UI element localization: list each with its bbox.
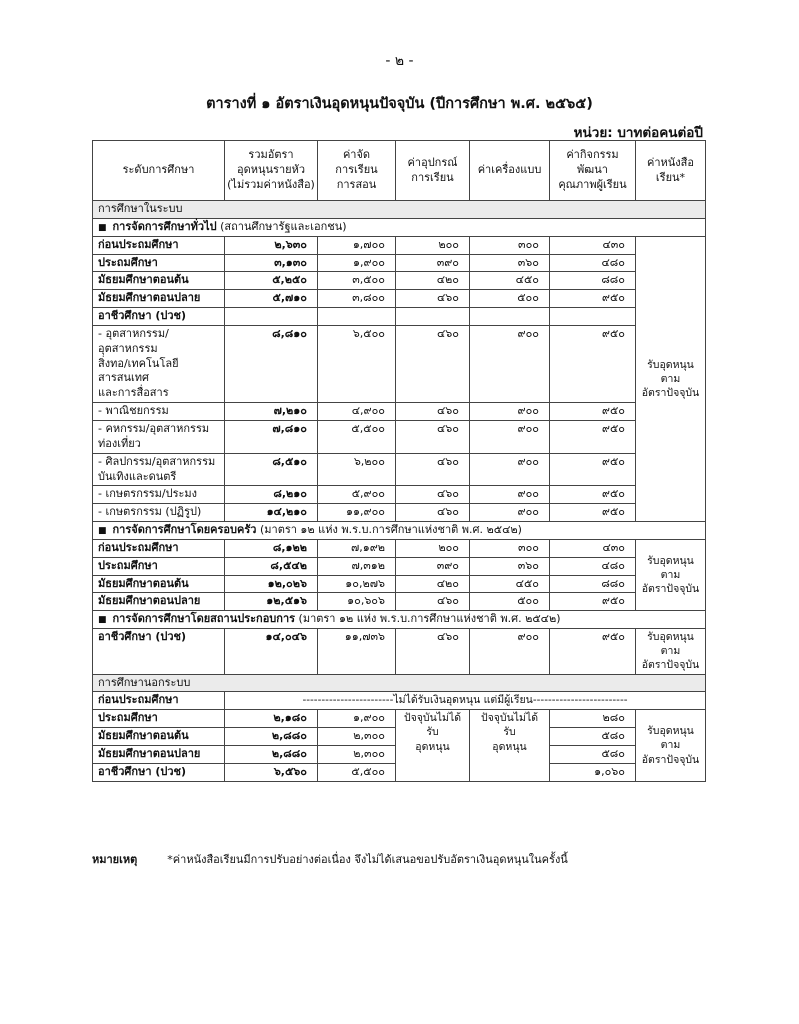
cell-tuition: ๑๑,๙๐๐ bbox=[318, 504, 396, 522]
col-equipment-header: ค่าอุปกรณ์ การเรียน bbox=[396, 141, 470, 201]
empty-cell bbox=[318, 308, 396, 326]
cell-uniform: ๙๐๐ bbox=[470, 325, 550, 402]
cell-tuition: ๕,๙๐๐ bbox=[318, 486, 396, 504]
cell-tuition: ๖,๒๐๐ bbox=[318, 453, 396, 486]
cell-activity: ๘๘๐ bbox=[550, 272, 636, 290]
cell-equipment: ๔๒๐ bbox=[396, 575, 470, 593]
col-level-header: ระดับการศึกษา bbox=[93, 141, 225, 201]
row-label: มัธยมศึกษาตอนปลาย bbox=[93, 593, 225, 611]
cell-equipment: ๔๖๐ bbox=[396, 420, 470, 453]
empty-cell bbox=[550, 308, 636, 326]
row-label: อาชีวศึกษา (ปวช) bbox=[93, 763, 225, 781]
cell-uniform: ๓๐๐ bbox=[470, 539, 550, 557]
cell-tuition: ๑,๙๐๐ bbox=[318, 254, 396, 272]
cell-tuition: ๕,๕๐๐ bbox=[318, 763, 396, 781]
nonformal-education-header: การศึกษานอกระบบ bbox=[93, 674, 706, 692]
books-note-general: รับอุดหนุนตาม อัตราปัจจุบัน bbox=[636, 236, 706, 521]
cell-tuition: ๑๑,๗๓๖ bbox=[318, 629, 396, 675]
row-label: มัธยมศึกษาตอนต้น bbox=[93, 272, 225, 290]
cell-total: ๘,๒๑๐ bbox=[225, 486, 318, 504]
cell-activity: ๔๘๐ bbox=[550, 254, 636, 272]
cell-total: ๘,๘๑๐ bbox=[225, 325, 318, 402]
footnote-text: *ค่าหนังสือเรียนมีการปรับอย่างต่อเนื่อง จึงไม่ได้เสนอขอปรับอัตราเงินอุดหนุนในครั้งนี้ bbox=[167, 853, 568, 866]
subsection-row bbox=[93, 611, 706, 629]
cell-equipment: ๔๖๐ bbox=[396, 453, 470, 486]
empty-cell bbox=[225, 308, 318, 326]
row-label: - เกษตรกรรม/ประมง bbox=[93, 486, 225, 504]
table-row bbox=[93, 420, 706, 453]
cell-total: ๗,๘๑๐ bbox=[225, 420, 318, 453]
cell-tuition: ๕,๕๐๐ bbox=[318, 420, 396, 453]
cell-total: ๑๒,๐๒๖ bbox=[225, 575, 318, 593]
cell-activity: ๙๕๐ bbox=[550, 453, 636, 486]
row-label: มัธยมศึกษาตอนต้น bbox=[93, 575, 225, 593]
cell-uniform: ๔๕๐ bbox=[470, 272, 550, 290]
table-row bbox=[93, 272, 706, 290]
cell-total: ๗,๒๑๐ bbox=[225, 403, 318, 421]
cell-equipment: ๒๐๐ bbox=[396, 539, 470, 557]
cell-equipment: ๔๒๐ bbox=[396, 272, 470, 290]
cell-total: ๘,๕๑๐ bbox=[225, 453, 318, 486]
table-row bbox=[93, 539, 706, 557]
row-label: - ศิลปกรรม/อุตสาหกรรม บันเทิงและดนตรี bbox=[93, 453, 225, 486]
col-books-header: ค่าหนังสือ เรียน* bbox=[636, 141, 706, 201]
col-uniform-header: ค่าเครื่องแบบ bbox=[470, 141, 550, 201]
row-label: อาชีวศึกษา (ปวช) bbox=[93, 629, 225, 675]
table-header-row bbox=[93, 141, 706, 201]
page-number: - ๒ - bbox=[385, 53, 414, 69]
cell-activity: ๘๘๐ bbox=[550, 575, 636, 593]
row-label: ก่อนประถมศึกษา bbox=[93, 539, 225, 557]
cell-equipment: ๔๖๐ bbox=[396, 290, 470, 308]
cell-equipment: ๔๖๐ bbox=[396, 486, 470, 504]
enterprise-subsection-header: ■ การจัดการศึกษาโดยสถานประกอบการ (มาตรา ๑๒ แห่ง พ.ร.บ.การศึกษาแห่งชาติ พ.ศ. ๒๕๔๒) bbox=[93, 611, 706, 629]
row-label: ก่อนประถมศึกษา bbox=[93, 692, 225, 710]
table-row bbox=[93, 308, 706, 326]
cell-uniform: ๙๐๐ bbox=[470, 504, 550, 522]
cell-total: ๑๒,๕๑๖ bbox=[225, 593, 318, 611]
cell-total: ๕,๒๕๐ bbox=[225, 272, 318, 290]
cell-tuition: ๗,๓๑๒ bbox=[318, 557, 396, 575]
cell-equipment: ๔๖๐ bbox=[396, 629, 470, 675]
cell-tuition: ๑๐,๒๗๖ bbox=[318, 575, 396, 593]
row-label: - เกษตรกรรม (ปฏิรูป) bbox=[93, 504, 225, 522]
table-row bbox=[93, 557, 706, 575]
cell-total: ๖,๕๖๐ bbox=[225, 763, 318, 781]
cell-activity: ๒๘๐ bbox=[550, 710, 636, 728]
cell-activity: ๙๕๐ bbox=[550, 504, 636, 522]
row-label: มัธยมศึกษาตอนปลาย bbox=[93, 745, 225, 763]
col-tuition-header: ค่าจัด การเรียน การสอน bbox=[318, 141, 396, 201]
subsection-row bbox=[93, 218, 706, 236]
cell-tuition: ๓,๕๐๐ bbox=[318, 272, 396, 290]
subsection-row bbox=[93, 522, 706, 540]
cell-tuition: ๗,๑๙๒ bbox=[318, 539, 396, 557]
cell-activity: ๙๕๐ bbox=[550, 290, 636, 308]
cell-uniform: ๙๐๐ bbox=[470, 420, 550, 453]
table-row bbox=[93, 692, 706, 710]
cell-activity: ๙๕๐ bbox=[550, 486, 636, 504]
cell-activity: ๙๕๐ bbox=[550, 629, 636, 675]
row-label: - อุตสาหกรรม/อุตสาหกรรม สิ่งทอ/เทคโนโลยีสารสนเทศ และการสื่อสาร bbox=[93, 325, 225, 402]
table-row bbox=[93, 486, 706, 504]
table-row bbox=[93, 593, 706, 611]
table-row bbox=[93, 254, 706, 272]
table-row bbox=[93, 325, 706, 402]
cell-total: ๘,๕๔๒ bbox=[225, 557, 318, 575]
family-subsection-header: ■ การจัดการศึกษาโดยครอบครัว (มาตรา ๑๒ แห่ง พ.ร.บ.การศึกษาแห่งชาติ พ.ศ. ๒๕๔๒) bbox=[93, 522, 706, 540]
col-activity-header: ค่ากิจกรรม พัฒนา คุณภาพผู้เรียน bbox=[550, 141, 636, 201]
cell-activity: ๔๓๐ bbox=[550, 236, 636, 254]
table-row bbox=[93, 710, 706, 728]
cell-total: ๓,๑๓๐ bbox=[225, 254, 318, 272]
books-note-enterprise: รับอุดหนุนตาม อัตราปัจจุบัน bbox=[636, 629, 706, 675]
table-row bbox=[93, 403, 706, 421]
cell-equipment: ๔๖๐ bbox=[396, 325, 470, 402]
cell-equipment: ๓๙๐ bbox=[396, 254, 470, 272]
row-label: ประถมศึกษา bbox=[93, 710, 225, 728]
cell-uniform: ๙๐๐ bbox=[470, 453, 550, 486]
table-row bbox=[93, 290, 706, 308]
cell-activity: ๙๕๐ bbox=[550, 593, 636, 611]
section-row bbox=[93, 201, 706, 219]
row-label: - พาณิชยกรรม bbox=[93, 403, 225, 421]
row-label: - คหกรรม/อุตสาหกรรม ท่องเที่ยว bbox=[93, 420, 225, 453]
general-subsection-header: ■ การจัดการศึกษาทั่วไป (สถานศึกษารัฐและเอกชน) bbox=[93, 218, 706, 236]
empty-cell bbox=[396, 308, 470, 326]
bullet-icon: ■ bbox=[98, 526, 107, 537]
cell-uniform: ๔๕๐ bbox=[470, 575, 550, 593]
cell-activity: ๕๘๐ bbox=[550, 745, 636, 763]
books-note-family: รับอุดหนุนตาม อัตราปัจจุบัน bbox=[636, 539, 706, 610]
cell-uniform: ๓๐๐ bbox=[470, 236, 550, 254]
formal-education-header: การศึกษาในระบบ bbox=[93, 201, 706, 219]
table-row bbox=[93, 575, 706, 593]
cell-activity: ๑,๐๖๐ bbox=[550, 763, 636, 781]
cell-total: ๒,๘๘๐ bbox=[225, 728, 318, 746]
cell-equipment: ๔๖๐ bbox=[396, 593, 470, 611]
col-total-header: รวมอัตรา อุดหนุนรายหัว (ไม่รวมค่าหนังสือ) bbox=[225, 141, 318, 201]
cell-activity: ๔๓๐ bbox=[550, 539, 636, 557]
cell-tuition: ๒,๓๐๐ bbox=[318, 728, 396, 746]
table-row bbox=[93, 453, 706, 486]
cell-uniform: ๕๐๐ bbox=[470, 593, 550, 611]
cell-equipment: ๔๖๐ bbox=[396, 403, 470, 421]
cell-uniform: ๙๐๐ bbox=[470, 403, 550, 421]
cell-activity: ๙๕๐ bbox=[550, 403, 636, 421]
cell-tuition: ๑,๙๐๐ bbox=[318, 710, 396, 728]
row-label: ประถมศึกษา bbox=[93, 254, 225, 272]
table-row bbox=[93, 629, 706, 675]
cell-tuition: ๖,๕๐๐ bbox=[318, 325, 396, 402]
cell-equipment: ๔๖๐ bbox=[396, 504, 470, 522]
cell-total: ๘,๑๒๒ bbox=[225, 539, 318, 557]
cell-total: ๑๔,๐๔๖ bbox=[225, 629, 318, 675]
vocational-header: อาชีวศึกษา (ปวช) bbox=[93, 308, 225, 326]
cell-total: ๒,๘๘๐ bbox=[225, 745, 318, 763]
empty-cell bbox=[470, 308, 550, 326]
cell-tuition: ๑๐,๖๐๖ bbox=[318, 593, 396, 611]
cell-activity: ๕๘๐ bbox=[550, 728, 636, 746]
cell-total: ๕,๗๑๐ bbox=[225, 290, 318, 308]
cell-uniform: ๙๐๐ bbox=[470, 486, 550, 504]
cell-uniform: ๓๖๐ bbox=[470, 557, 550, 575]
row-label: ก่อนประถมศึกษา bbox=[93, 236, 225, 254]
table-title: ตารางที่ ๑ อัตราเงินอุดหนุนปัจจุบัน (ปีการศึกษา พ.ศ. ๒๕๖๕) bbox=[206, 96, 593, 112]
cell-tuition: ๔,๙๐๐ bbox=[318, 403, 396, 421]
cell-uniform: ๙๐๐ bbox=[470, 629, 550, 675]
subsidy-table bbox=[92, 140, 706, 782]
table-row bbox=[93, 504, 706, 522]
cell-uniform: ๓๖๐ bbox=[470, 254, 550, 272]
cell-tuition: ๒,๓๐๐ bbox=[318, 745, 396, 763]
row-label: มัธยมศึกษาตอนปลาย bbox=[93, 290, 225, 308]
equipment-no-subsidy-note: ปัจจุบันไม่ได้รับ อุดหนุน bbox=[396, 710, 470, 781]
cell-total: ๒,๑๘๐ bbox=[225, 710, 318, 728]
cell-activity: ๙๕๐ bbox=[550, 420, 636, 453]
footnote-label: หมายเหตุ bbox=[92, 853, 138, 866]
cell-activity: ๔๘๐ bbox=[550, 557, 636, 575]
cell-tuition: ๓,๘๐๐ bbox=[318, 290, 396, 308]
unit-label: หน่วย: บาทต่อคนต่อปี bbox=[573, 125, 703, 141]
uniform-no-subsidy-note: ปัจจุบันไม่ได้รับ อุดหนุน bbox=[470, 710, 550, 781]
footnote bbox=[92, 850, 568, 868]
cell-uniform: ๕๐๐ bbox=[470, 290, 550, 308]
cell-total: ๑๔,๒๑๐ bbox=[225, 504, 318, 522]
no-subsidy-note: ------------------------ไม่ได้รับเงินอุดหนุน แต่มีผู้เรียน------------------------- bbox=[225, 692, 706, 710]
cell-equipment: ๒๐๐ bbox=[396, 236, 470, 254]
books-note-nonformal: รับอุดหนุนตาม อัตราปัจจุบัน bbox=[636, 710, 706, 781]
row-label: มัธยมศึกษาตอนต้น bbox=[93, 728, 225, 746]
cell-total: ๒,๖๓๐ bbox=[225, 236, 318, 254]
cell-equipment: ๓๙๐ bbox=[396, 557, 470, 575]
table-row bbox=[93, 236, 706, 254]
bullet-icon: ■ bbox=[98, 615, 107, 626]
bullet-icon: ■ bbox=[98, 222, 107, 233]
cell-activity: ๙๕๐ bbox=[550, 325, 636, 402]
cell-tuition: ๑,๗๐๐ bbox=[318, 236, 396, 254]
row-label: ประถมศึกษา bbox=[93, 557, 225, 575]
section-row bbox=[93, 674, 706, 692]
